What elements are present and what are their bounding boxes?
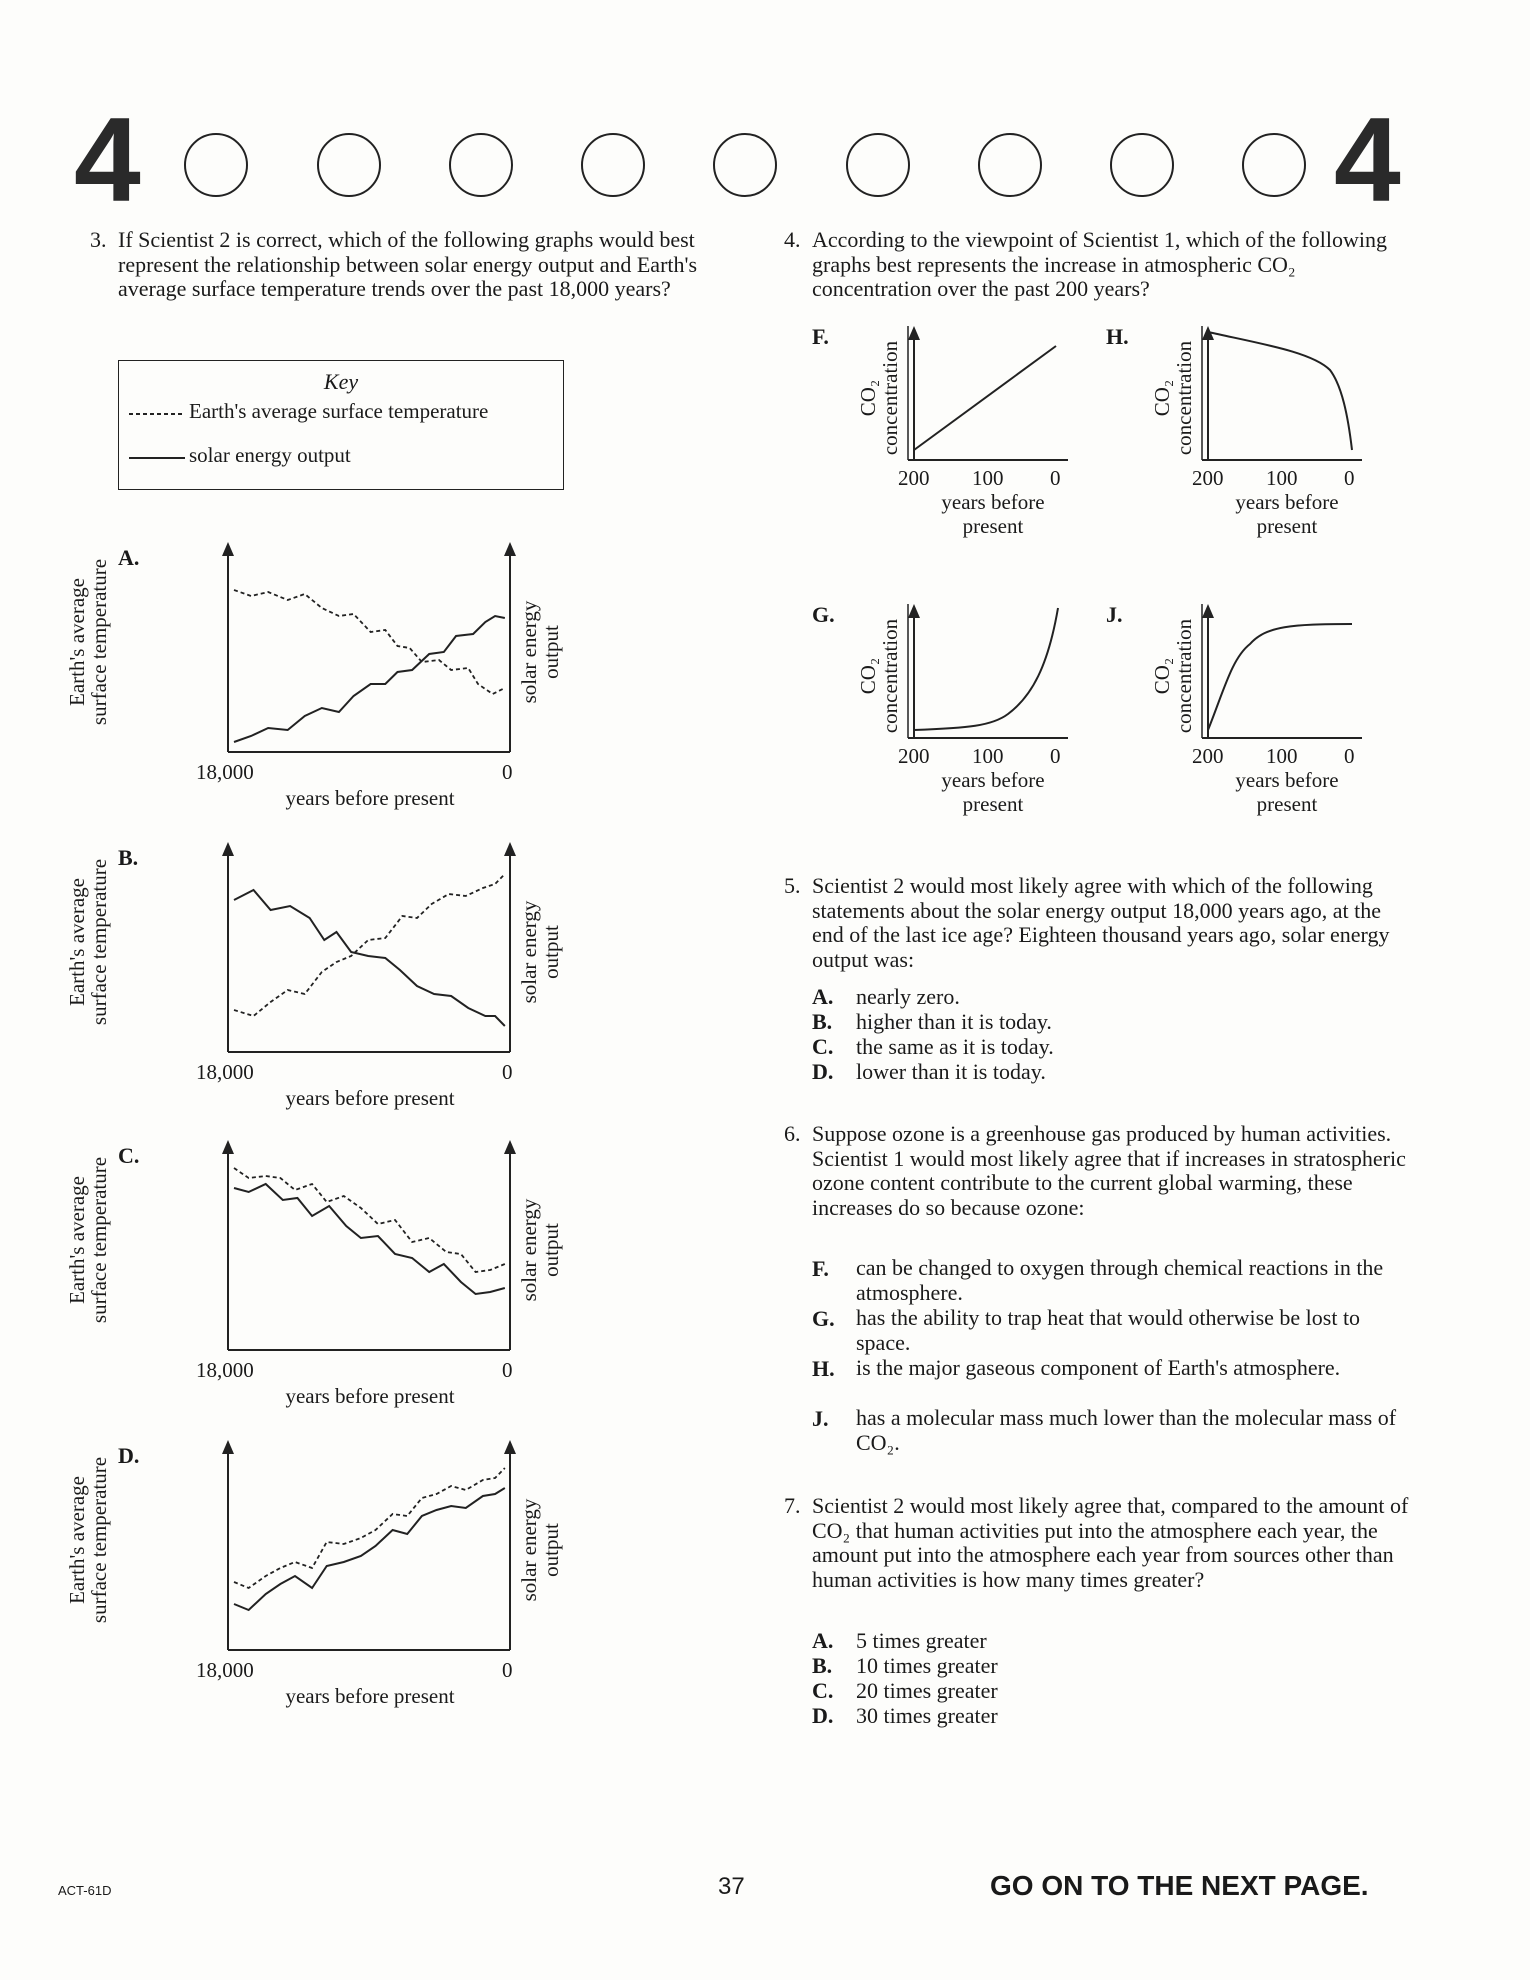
solar-output-curve [234,1184,505,1294]
answer-option[interactable] [812,1653,1410,1678]
x-axis-caption-line2: present [962,792,1024,816]
option-letter: B. [812,1653,833,1678]
option-letter: A. [812,984,834,1009]
right-axis-line2: output [539,625,563,679]
x-tick-start: 18,000 [196,1658,254,1682]
answer-graph-option[interactable] [812,600,1102,840]
y-axis-line1: CO₂ [1150,379,1174,417]
co2-graph [1202,326,1372,466]
section-number-right: 4 [1334,93,1401,227]
arrow-icon [504,1140,516,1154]
x-axis-caption-line1: years before [941,768,1045,792]
decor-circle [978,133,1042,197]
x-tick-label: 200 [1192,466,1224,490]
option-letter: G. [812,602,835,627]
left-axis-line1: Earth's average [65,1476,89,1604]
option-text: has a molecular mass much lower than the molecular mass of CO₂. [856,1405,1397,1455]
y-axis-line2: concentration [878,340,902,456]
question-text: Suppose ozone is a greenhouse gas produced by human activities. Scientist 1 would most likely agree that if increases in stratospheric ozone content contribute to the current global warming, these increases do so because ozone: [812,1121,1406,1220]
option-text: 20 times greater [856,1678,998,1703]
page-number: 37 [718,1873,745,1900]
x-tick-start: 18,000 [196,1358,254,1382]
key-title: Key [323,369,359,394]
x-axis-caption: years before present [285,1086,455,1110]
x-tick-label: 200 [898,744,930,768]
section-number-left: 4 [74,93,141,227]
y-axis-line1: CO₂ [856,379,880,417]
y-axis-line2: concentration [1172,340,1196,456]
answer-option[interactable] [812,1356,1410,1406]
temperature-curve [234,1468,505,1588]
x-tick-label: 100 [1266,744,1298,768]
x-tick-label: 100 [1266,466,1298,490]
question-5 [784,873,1410,972]
temperature-curve [234,590,505,694]
answer-option[interactable] [812,1059,1410,1084]
option-letter: J. [812,1406,829,1431]
option-text: 10 times greater [856,1653,998,1678]
option-letter: H. [1106,324,1129,349]
co2-graph [908,326,1078,466]
x-axis-caption-line1: years before [941,490,1045,514]
x-tick-label: 0 [1344,744,1355,768]
arrow-icon [222,842,234,856]
left-axis-line2: surface temperature [87,858,111,1026]
question-text: If Scientist 2 is correct, which of the following graphs would best represent the relationship between solar energy output and Earth's average surface temperature trends over the past 18,000 years? [118,227,698,301]
answer-option[interactable] [812,984,1410,1009]
left-axis-line1: Earth's average [65,878,89,1006]
y-axis-label [857,601,901,751]
option-letter: A. [812,1628,834,1653]
decor-circle [1110,133,1174,197]
answer-option[interactable] [812,1628,1410,1653]
arrow-icon [504,842,516,856]
x-axis-caption: years before present [285,786,455,810]
x-tick-end: 0 [502,1060,513,1084]
key-dashed-sample [129,409,189,419]
graph-key [118,360,564,490]
temperature-curve [234,1168,505,1272]
question-number: 3. [90,227,107,252]
x-axis-caption-line2: present [1256,792,1318,816]
option-text: nearly zero. [856,984,960,1009]
left-axis-line2: surface temperature [87,1456,111,1624]
option-letter: D. [812,1059,834,1084]
answer-option[interactable] [812,1406,1410,1456]
x-tick-label: 200 [898,466,930,490]
solar-output-curve [234,616,505,742]
left-axis-label [66,542,110,742]
left-axis-label [66,1440,110,1640]
trend-graph [210,840,510,1060]
left-axis-label [66,842,110,1042]
option-text: is the major gaseous component of Earth's atmosphere. [856,1355,1341,1380]
key-item-temperature: Earth's average surface temperature [189,399,489,423]
option-text: has the ability to trap heat that would otherwise be lost to space. [856,1305,1361,1355]
x-tick-start: 18,000 [196,1060,254,1084]
x-axis-caption: years before present [285,1384,455,1408]
question-number: 6. [784,1121,801,1146]
x-tick-label: 100 [972,744,1004,768]
form-code: ACT-61D [58,1883,112,1898]
option-letter: G. [812,1306,835,1331]
answer-option[interactable] [812,1034,1410,1059]
question-6 [784,1121,1410,1220]
arrow-icon [504,542,516,556]
question-text: Scientist 2 would most likely agree with which of the following statements about the solar energy output 18,000 years ago, at the end of the last ice age? Eighteen thousand years ago, solar energy output was: [812,873,1390,972]
right-axis-label [518,1170,562,1330]
option-text: lower than it is today. [856,1059,1046,1084]
x-axis-caption-line2: present [962,514,1024,538]
key-solid-sample [129,453,189,463]
co2-curve [914,346,1056,450]
next-page-notice: GO ON TO THE NEXT PAGE. [990,1870,1369,1901]
right-axis-line2: output [539,1523,563,1577]
arrow-icon [908,604,920,618]
question-number: 7. [784,1493,801,1518]
question-3 [90,227,712,302]
arrow-icon [1202,604,1214,618]
solar-output-curve [234,890,505,1026]
answer-graph-option[interactable] [0,540,700,830]
question-4 [784,227,1410,302]
x-tick-end: 0 [502,1658,513,1682]
x-tick-label: 200 [1192,744,1224,768]
answer-option[interactable] [812,1306,1410,1356]
option-text: higher than it is today. [856,1009,1052,1034]
option-text: 5 times greater [856,1628,987,1653]
question-text: Scientist 2 would most likely agree that, compared to the amount of CO₂ that human activities put into the atmosphere each year, the amount put into the atmosphere each year from sources other than human activities is how many times greater? [812,1493,1409,1592]
question-text: According to the viewpoint of Scientist 1, which of the following graphs best represents the increase in atmospheric CO₂ concentration over the past 200 years? [812,227,1387,301]
x-axis-caption-line2: present [1256,514,1318,538]
right-axis-label [518,1470,562,1630]
answer-graph-option[interactable] [1106,322,1396,562]
x-tick-end: 0 [502,1358,513,1382]
decor-circle [846,133,910,197]
decor-circle [317,133,381,197]
answer-graph-option[interactable] [812,322,1102,562]
answer-graph-option[interactable] [0,1438,700,1728]
x-axis-caption-line1: years before [1235,490,1339,514]
answer-option[interactable] [812,1256,1410,1306]
left-axis-label [66,1140,110,1340]
arrow-icon [222,1140,234,1154]
question-number: 5. [784,873,801,898]
right-axis-line1: solar energy [517,1498,541,1602]
decor-circle [581,133,645,197]
answer-graph-option[interactable] [0,1138,700,1428]
answer-option[interactable] [812,1678,1410,1703]
answer-graph-option[interactable] [1106,600,1396,840]
trend-graph [210,1438,510,1658]
x-axis-caption-line1: years before [1235,768,1339,792]
right-axis-line1: solar energy [517,600,541,704]
left-axis-line1: Earth's average [65,578,89,706]
arrow-icon [222,542,234,556]
right-axis-line2: output [539,1223,563,1277]
option-text: can be changed to oxygen through chemical reactions in the atmosphere. [856,1255,1384,1305]
option-letter: F. [812,1256,829,1281]
answer-graph-option[interactable] [0,840,700,1130]
decor-circle [1242,133,1306,197]
x-tick-label: 100 [972,466,1004,490]
x-tick-label: 0 [1344,466,1355,490]
y-axis-label [1151,601,1195,751]
y-axis-label [1151,323,1195,473]
left-axis-line1: Earth's average [65,1176,89,1304]
co2-graph [908,604,1078,744]
solar-output-curve [234,1488,505,1610]
right-axis-line1: solar energy [517,900,541,1004]
answer-option[interactable] [812,1703,1410,1728]
right-axis-label [518,872,562,1032]
right-axis-line1: solar energy [517,1198,541,1302]
y-axis-line2: concentration [1172,618,1196,734]
option-letter: F. [812,324,829,349]
option-text: the same as it is today. [856,1034,1054,1059]
x-tick-end: 0 [502,760,513,784]
option-letter: C. [118,1143,140,1168]
y-axis-label [857,323,901,473]
x-axis-caption: years before present [285,1684,455,1708]
option-letter: C. [812,1678,834,1703]
decor-circle [449,133,513,197]
co2-curve [1208,332,1352,450]
q5-options [812,984,1410,1084]
q7-options [812,1628,1410,1728]
left-axis-line2: surface temperature [87,558,111,726]
option-letter: A. [118,545,140,570]
key-item-solar: solar energy output [189,443,351,467]
option-letter: D. [812,1703,834,1728]
y-axis-line1: CO₂ [1150,657,1174,695]
question-7 [784,1493,1410,1592]
option-letter: H. [812,1356,835,1381]
x-tick-start: 18,000 [196,760,254,784]
temperature-curve [234,874,505,1016]
option-letter: B. [118,845,139,870]
option-letter: B. [812,1009,833,1034]
trend-graph [210,540,510,760]
right-axis-line2: output [539,925,563,979]
answer-option[interactable] [812,1009,1410,1034]
option-letter: J. [1106,602,1123,627]
right-axis-label [518,572,562,732]
option-text: 30 times greater [856,1703,998,1728]
left-axis-line2: surface temperature [87,1156,111,1324]
question-number: 4. [784,227,801,252]
trend-graph [210,1138,510,1358]
arrow-icon [222,1440,234,1454]
arrow-icon [908,326,920,340]
option-letter: C. [812,1034,834,1059]
co2-curve [1208,624,1352,730]
x-tick-label: 0 [1050,466,1061,490]
co2-curve [914,608,1058,730]
co2-graph [1202,604,1372,744]
y-axis-line1: CO₂ [856,657,880,695]
arrow-icon [504,1440,516,1454]
y-axis-line2: concentration [878,618,902,734]
option-letter: D. [118,1443,140,1468]
decor-circle [713,133,777,197]
q6-options [812,1256,1410,1456]
x-tick-label: 0 [1050,744,1061,768]
decor-circle [184,133,248,197]
